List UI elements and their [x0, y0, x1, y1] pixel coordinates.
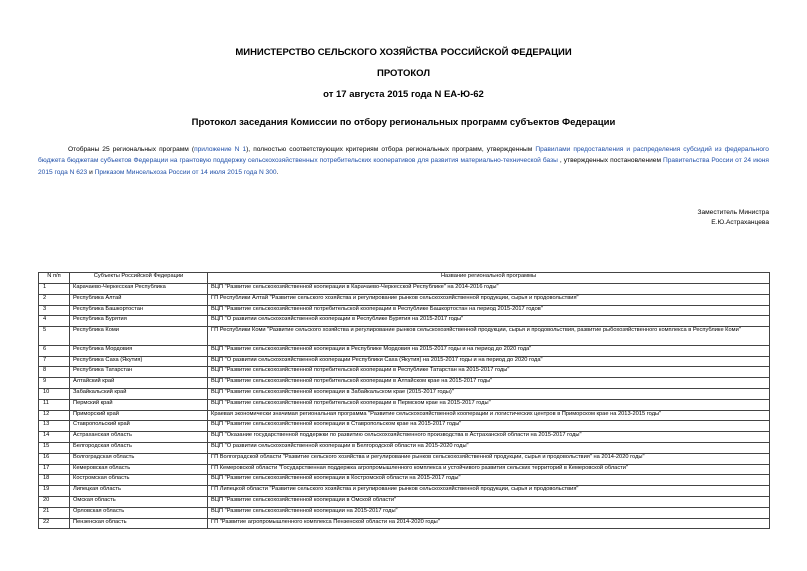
table-row — [39, 378, 770, 389]
table-row — [39, 507, 770, 518]
program-cell: ВЦП "О развитии сельскохозяйственной кооперации в Республике Бурятия на 2015-2017 годы" — [208, 316, 770, 327]
region-cell: Республика Алтай — [70, 294, 208, 305]
table-row — [39, 305, 770, 316]
column-header-region: Субъекты Российской Федерации — [70, 273, 208, 284]
column-header-program: Название региональной программы — [208, 273, 770, 284]
table-row — [39, 399, 770, 410]
row-number-cell: 3 — [39, 305, 70, 316]
region-cell: Карачаево-Черкесская Республика — [70, 284, 208, 295]
table-row — [39, 367, 770, 378]
intro-text: , утвержденных постановлением — [557, 157, 664, 165]
region-cell: Республика Мордовия — [70, 345, 208, 356]
table-row — [39, 327, 770, 346]
program-cell: ВЦП "Развитие сельскохозяйственной кооперации в Республике Мордовия на 2015-2017 годы и на период до 2020 года" — [208, 345, 770, 356]
table-row — [39, 453, 770, 464]
table-row — [39, 410, 770, 421]
appendix-link[interactable]: приложение N 1 — [194, 146, 247, 153]
program-cell: ВЦП "Развитие сельскохозяйственной кооперации в Омской области" — [208, 496, 770, 507]
region-cell: Республика Коми — [70, 327, 208, 346]
row-number-cell: 12 — [39, 410, 70, 421]
table-row — [39, 475, 770, 486]
table-row — [39, 518, 770, 529]
table-row — [39, 356, 770, 367]
row-number-cell: 9 — [39, 378, 70, 389]
region-cell: Пензенская область — [70, 518, 208, 529]
table-row — [39, 432, 770, 443]
program-cell: ВЦП "Развитие сельскохозяйственной кооперации на 2015-2017 годы" — [208, 507, 770, 518]
row-number-cell: 20 — [39, 496, 70, 507]
region-cell: Приморский край — [70, 410, 208, 421]
document-title: Протокол заседания Комиссии по отбору региональных программ субъектов Федерации — [191, 117, 616, 128]
signatory-position: Заместитель Министра — [697, 209, 769, 216]
program-cell: ВЦП "Оказание государственной поддержки по развитию сельскохозяйственного производства в Астраханской области на 2015-2017 годы" — [208, 432, 770, 443]
program-cell: ГП Республики Алтай "Развитие сельского хозяйства и регулирование рынков сельскохозяйственной продукции, сырья и продовольствия" — [208, 294, 770, 305]
program-cell: ВЦП "О развитии сельскохозяйственной кооперации Республики Саха (Якутия) на 2015-2017 годы и на период до 2020 года" — [208, 356, 770, 367]
row-number-cell: 13 — [39, 421, 70, 432]
row-number-cell: 22 — [39, 518, 70, 529]
region-cell: Пермский край — [70, 399, 208, 410]
region-cell: Республика Башкортостан — [70, 305, 208, 316]
row-number-cell: 4 — [39, 316, 70, 327]
region-cell: Кемеровская область — [70, 464, 208, 475]
table-row — [39, 284, 770, 295]
row-number-cell: 10 — [39, 388, 70, 399]
region-cell: Алтайский край — [70, 378, 208, 389]
government-decree-link[interactable]: Правительства России от 24 июня 2015 года N 623 — [38, 157, 769, 176]
region-cell: Белгородская область — [70, 442, 208, 453]
row-number-cell: 2 — [39, 294, 70, 305]
row-number-cell: 1 — [39, 284, 70, 295]
program-cell: ВЦП "Развитие сельскохозяйственной потребительской кооперации в Республике Башкортостан на период 2015-2017 годов" — [208, 305, 770, 316]
signatory-name: Е.Ю.Астраханцева — [711, 219, 769, 226]
intro-text: ), полностью соответствующих критериям отбора региональных программ, утвержденным — [246, 146, 536, 153]
program-cell: ВЦП "Развитие сельскохозяйственной потребительской кооперации в Алтайском крае на 2015-2017 годы" — [208, 378, 770, 389]
intro-text: . — [276, 168, 279, 176]
programs-table — [38, 272, 770, 529]
table-row — [39, 345, 770, 356]
intro-paragraph — [38, 144, 769, 178]
region-cell: Астраханская область — [70, 432, 208, 443]
table-row — [39, 421, 770, 432]
row-number-cell: 8 — [39, 367, 70, 378]
table-row — [39, 388, 770, 399]
program-cell: ГП Волгоградской области "Развитие сельского хозяйства и регулирование рынков сельскохозяйственной продукции, сырья и продовольствия" на 2014-2020 годы" — [208, 453, 770, 464]
program-cell: ВЦП "Развитие сельскохозяйственной кооперации в Ставропольском крае на 2015-2017 годы" — [208, 421, 770, 432]
row-number-cell: 7 — [39, 356, 70, 367]
region-cell: Ставропольский край — [70, 421, 208, 432]
table-row — [39, 442, 770, 453]
program-cell: ВЦП "Развитие сельскохозяйственной кооперации в Костромской области на 2015-2017 годы" — [208, 475, 770, 486]
row-number-cell: 17 — [39, 464, 70, 475]
program-cell: Краевая экономически значимая региональная программа "Развитие сельскохозяйственной кооперации и логистических центров в Приморском крае на 2013-2015 годы" — [208, 410, 770, 421]
intro-text: Отобраны 25 региональных программ ( — [68, 146, 195, 153]
row-number-cell: 11 — [39, 399, 70, 410]
region-cell: Омская область — [70, 496, 208, 507]
program-cell: ГП Кемеровской области "Государственная поддержка агропромышленного комплекса и устойчивого развития сельских территорий в Кемеровской области" — [208, 464, 770, 475]
table-header-row — [39, 273, 770, 284]
region-cell: Республика Татарстан — [70, 367, 208, 378]
region-cell: Республика Саха (Якутия) — [70, 356, 208, 367]
row-number-cell: 18 — [39, 475, 70, 486]
column-header-number: N п/п — [39, 273, 70, 284]
row-number-cell: 5 — [39, 327, 70, 346]
document-type-heading: ПРОТОКОЛ — [376, 68, 430, 79]
region-cell: Республика Бурятия — [70, 316, 208, 327]
program-cell: ГП Липецкой области "Развитие сельского хозяйства и регулирование рынков сельскохозяйственной продукции, сырья и продовольствия" — [208, 486, 770, 497]
region-cell: Костромская область — [70, 475, 208, 486]
row-number-cell: 15 — [39, 442, 70, 453]
program-cell: ВЦП "Развитие сельскохозяйственной потребительской кооперации в Республике Татарстан на 2015-2017 годы" — [208, 367, 770, 378]
program-cell: ВЦП "Развитие сельскохозяйственной кооперации в Карачаево-Черкесской Республике" на 2014-2016 годы" — [208, 284, 770, 295]
table-row — [39, 464, 770, 475]
row-number-cell: 14 — [39, 432, 70, 443]
document-date-number: от 17 августа 2015 года N ЕА-Ю-62 — [323, 89, 484, 100]
region-cell: Орловская область — [70, 507, 208, 518]
program-cell: ВЦП "О развитии сельскохозяйственной кооперации в Белгородской области на 2015-2020 годы" — [208, 442, 770, 453]
program-cell: ВЦП "Развитие сельскохозяйственной потребительской кооперации в Пермском крае на 2015-2017 годы" — [208, 399, 770, 410]
table-row — [39, 294, 770, 305]
region-cell: Липецкая область — [70, 486, 208, 497]
row-number-cell: 21 — [39, 507, 70, 518]
program-cell: ГП "Развитие агропромышленного комплекса Пензенской области на 2014-2020 годы" — [208, 518, 770, 529]
table-row — [39, 486, 770, 497]
table-row — [39, 316, 770, 327]
row-number-cell: 16 — [39, 453, 70, 464]
table-body — [39, 284, 770, 529]
intro-text: и — [87, 168, 95, 176]
row-number-cell: 19 — [39, 486, 70, 497]
row-number-cell: 6 — [39, 345, 70, 356]
program-cell: ВЦП "Развитие сельскохозяйственной кооперации в Забайкальском крае (2015-2017 годы)" — [208, 388, 770, 399]
table-row — [39, 496, 770, 507]
ministry-heading: МИНИСТЕРСТВО СЕЛЬСКОГО ХОЗЯЙСТВА РОССИЙСКОЙ ФЕДЕРАЦИИ — [235, 47, 572, 58]
region-cell: Забайкальский край — [70, 388, 208, 399]
ministry-order-link[interactable]: Приказом Минсельхоза России от 14 июля 2015 года N 300 — [94, 168, 277, 176]
region-cell: Волгоградская область — [70, 453, 208, 464]
rules-link[interactable]: Правилами предоставления и распределения субсидий из федерального бюджета бюджетам субъектов Федерации на грантовую поддержку сельскохозяйственных потребительских кооперативов для развития материально-технической базы — [38, 146, 769, 165]
program-cell: ГП Республики Коми "Развитие сельского хозяйства и регулирование рынков сельскохозяйственной продукции, сырья и продовольствия, развитие рыбохозяйственного комплекса в Республике Коми" — [208, 327, 770, 346]
